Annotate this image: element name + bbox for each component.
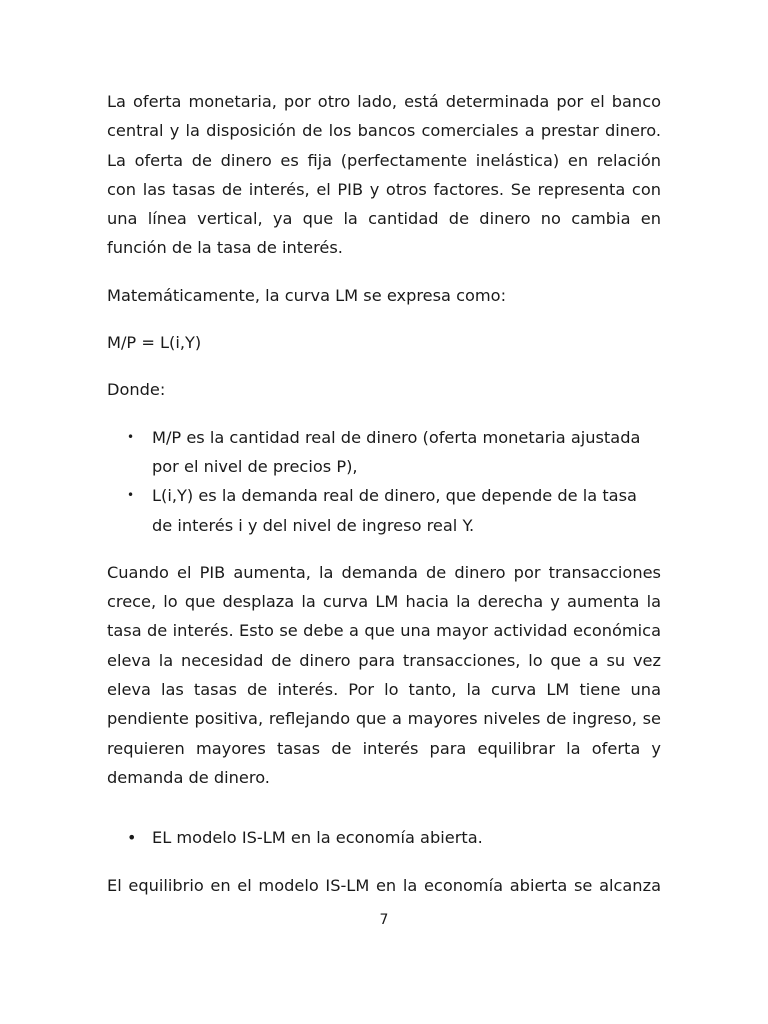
paragraph-pib-increase: Cuando el PIB aumenta, la demanda de dinero por transacciones crece, lo que desplaza la curva LM hacia la derecha y aumenta la tasa de interés. Esto se debe a que una mayor actividad económica eleva la necesidad de dinero para transacciones, lo que a su vez eleva las tasas de interés. Por lo tanto, la curva LM tiene una pendiente positiva, reflejando que a mayores niveles de ingreso, se requieren mayores tasas de interés para equilibrar la oferta y demanda de dinero. bbox=[107, 562, 661, 787]
definition-text: L(i,Y) es la demanda real de dinero, que depende de la tasa de interés i y del nivel de ingreso real Y. bbox=[152, 486, 637, 535]
paragraph-open-economy: El equilibrio en el modelo IS-LM en la economía abierta se alcanza bbox=[107, 875, 661, 895]
list-item bbox=[107, 481, 661, 540]
page-number: 7 bbox=[379, 912, 389, 928]
document-page bbox=[107, 87, 661, 900]
section-heading bbox=[107, 823, 661, 852]
definition-text: M/P es la cantidad real de dinero (oferta monetaria ajustada por el nivel de precios P), bbox=[152, 427, 641, 476]
paragraph-donde: Donde: bbox=[107, 380, 166, 400]
list-item bbox=[107, 423, 661, 482]
paragraph-money-supply: La oferta monetaria, por otro lado, está determinada por el banco central y la disposición de los bancos comerciales a prestar dinero. La oferta de dinero es fija (perfectamente inelástica) en relación con las tasas de interés, el PIB y otros factores. Se representa con una línea vertical, ya que la cantidad de dinero no cambia en función de la tasa de interés. bbox=[107, 92, 661, 258]
bullet-icon: • bbox=[127, 828, 137, 848]
paragraph-lm-expression: Matemáticamente, la curva LM se expresa como: bbox=[107, 285, 507, 305]
definitions-list bbox=[107, 423, 661, 540]
section-heading-text: EL modelo IS-LM en la economía abierta. bbox=[152, 828, 483, 848]
bullet-icon: • bbox=[127, 429, 135, 444]
formula-lm: M/P = L(i,Y) bbox=[107, 333, 202, 353]
bullet-icon: • bbox=[127, 488, 135, 503]
